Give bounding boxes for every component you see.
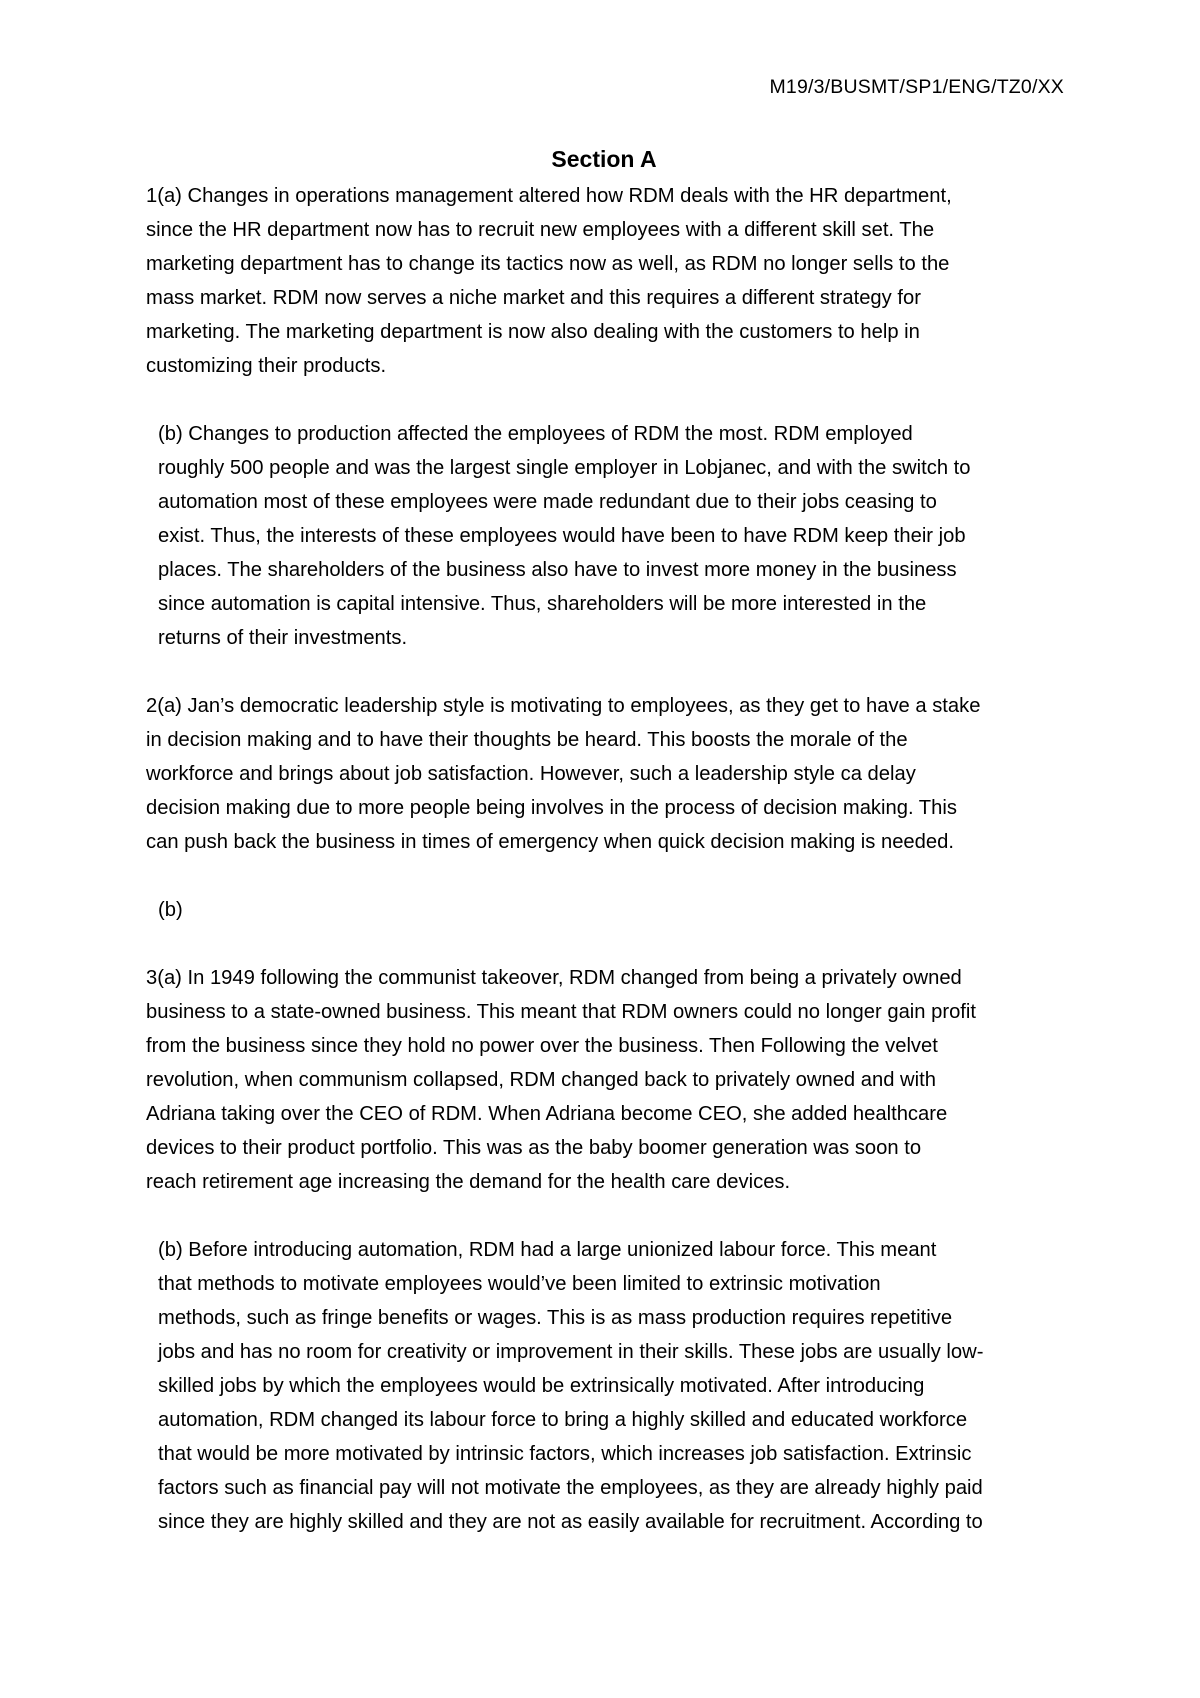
text-line: Adriana taking over the CEO of RDM. When Adriana become CEO, she added healthcare — [146, 1103, 948, 1125]
text-line: factors such as financial pay will not motivate the employees, as they are already highly paid — [158, 1477, 983, 1499]
text-line: 1(a) Changes in operations management altered how RDM deals with the HR department, — [146, 185, 952, 207]
text-line: workforce and brings about job satisfaction. However, such a leadership style ca delay — [146, 763, 916, 785]
text-line: from the business since they hold no power over the business. Then Following the velvet — [146, 1035, 938, 1057]
text-line: customizing their products. — [146, 355, 387, 377]
text-line: that methods to motivate employees would’ve been limited to extrinsic motivation — [158, 1273, 881, 1295]
text-line: decision making due to more people being involves in the process of decision making. This — [146, 797, 957, 819]
text-line: that would be more motivated by intrinsic factors, which increases job satisfaction. Extrinsic — [158, 1443, 972, 1465]
text-line: revolution, when communism collapsed, RDM changed back to privately owned and with — [146, 1069, 936, 1091]
text-line: in decision making and to have their thoughts be heard. This boosts the morale of the — [146, 729, 908, 751]
text-line: mass market. RDM now serves a niche market and this requires a different strategy for — [146, 287, 921, 309]
text-line: methods, such as fringe benefits or wages. This is as mass production requires repetitive — [158, 1307, 953, 1329]
text-line: since the HR department now has to recruit new employees with a different skill set. The — [146, 219, 935, 241]
text-line: 2(a) Jan’s democratic leadership style is motivating to employees, as they get to have a stake — [146, 695, 981, 717]
text-line: exist. Thus, the interests of these employees would have been to have RDM keep their job — [158, 525, 966, 547]
text-line: marketing department has to change its tactics now as well, as RDM no longer sells to the — [146, 253, 950, 275]
text-line: (b) — [158, 899, 183, 921]
paragraph-3a — [146, 961, 1066, 1199]
text-line: devices to their product portfolio. This was as the baby boomer generation was soon to — [146, 1137, 922, 1159]
text-line: since they are highly skilled and they are not as easily available for recruitment. According to — [158, 1511, 983, 1533]
text-line: marketing. The marketing department is now also dealing with the customers to help in — [146, 321, 920, 343]
section-title: Section A — [551, 146, 657, 172]
paragraph-2b — [146, 893, 1066, 927]
text-line: returns of their investments. — [158, 627, 408, 649]
text-line: places. The shareholders of the business also have to invest more money in the business — [158, 559, 957, 581]
text-line: skilled jobs by which the employees would be extrinsically motivated. After introducing — [158, 1375, 925, 1397]
text-line: business to a state-owned business. This meant that RDM owners could no longer gain profit — [146, 1001, 977, 1023]
text-line: (b) Changes to production affected the employees of RDM the most. RDM employed — [158, 423, 913, 445]
paper-code: M19/3/BUSMT/SP1/ENG/TZ0/XX — [769, 76, 1064, 98]
text-line: roughly 500 people and was the largest single employer in Lobjanec, and with the switch to — [158, 457, 971, 479]
paragraph-1a — [146, 179, 1066, 383]
paragraph-1b — [146, 417, 1066, 655]
text-line: since automation is capital intensive. Thus, shareholders will be more interested in the — [158, 593, 927, 615]
text-line: jobs and has no room for creativity or improvement in their skills. These jobs are usually low- — [158, 1341, 984, 1363]
text-line: automation, RDM changed its labour force to bring a highly skilled and educated workforce — [158, 1409, 968, 1431]
text-line: 3(a) In 1949 following the communist takeover, RDM changed from being a privately owned — [146, 967, 962, 989]
paragraph-3b — [146, 1233, 1066, 1539]
text-line: (b) Before introducing automation, RDM had a large unionized labour force. This meant — [158, 1239, 937, 1261]
paragraph-2a — [146, 689, 1066, 859]
document-body — [146, 146, 1066, 1573]
text-line: can push back the business in times of emergency when quick decision making is needed. — [146, 831, 954, 853]
text-line: reach retirement age increasing the demand for the health care devices. — [146, 1171, 791, 1193]
text-line: automation most of these employees were made redundant due to their jobs ceasing to — [158, 491, 937, 513]
